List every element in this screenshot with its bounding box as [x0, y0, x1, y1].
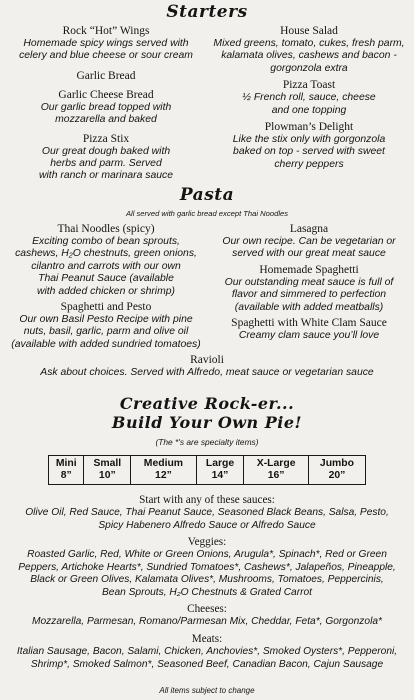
- item-name: Spaghetti and Pesto: [60, 301, 152, 314]
- size-cell: [308, 456, 365, 485]
- menu-item: [210, 223, 408, 261]
- item-desc: Ask about choices. Served with Alfredo, meat sauce or vegetarian sauce: [40, 367, 374, 378]
- section-heading: Meats:: [191, 633, 223, 645]
- size-inches: 12”: [155, 470, 172, 481]
- section-text: Bean Sprouts, H₂O Chestnuts & Grated Carrot: [102, 586, 312, 598]
- pasta-title: Pasta: [179, 185, 235, 205]
- menu-item: [8, 70, 204, 83]
- specialty-note: (The *'s are specialty items): [155, 437, 259, 447]
- item-desc: served with our great meat sauce: [232, 248, 386, 260]
- section-text: Olive Oil, Red Sauce, Thai Peanut Sauce, Seasoned Black Beans, Salsa, Pesto,: [25, 507, 389, 518]
- item-desc: Our own recipe. Can be vegetarian or: [222, 236, 396, 247]
- cheeses-section: [0, 603, 414, 629]
- pasta-left-column: [8, 223, 204, 351]
- item-desc: Like the stix only with gorgonzola: [232, 134, 386, 146]
- item-desc: and one topping: [271, 104, 347, 116]
- item-desc: herbs and parm. Served: [50, 158, 162, 170]
- item-name: Thai Noodles (spicy): [57, 223, 155, 235]
- item-name: Homemade Spaghetti: [259, 263, 359, 276]
- section-text: Italian Sausage, Bacon, Salami, Chicken, Anchovies*, Smoked Oysters*, Pepperoni,: [16, 646, 398, 657]
- menu-item: [8, 301, 204, 351]
- section-text: Peppers, Artichoke Hearts*, Sundried Tomatoes*, Cashews*, Jalapeños, Pineapple,: [18, 561, 396, 573]
- section-heading: Cheeses:: [187, 603, 227, 615]
- item-desc: Our own Basil Pesto Recipe with pine: [19, 314, 193, 326]
- item-desc: Homemade spicy wings served with: [23, 38, 189, 49]
- size-inches: 20”: [328, 470, 346, 481]
- item-desc: cashews, H₂O chestnuts, green onions,: [15, 248, 197, 260]
- meats-section: [0, 633, 414, 671]
- pie-title-line2: Build Your Own Pie!: [111, 413, 303, 432]
- sauces-section: [0, 494, 414, 532]
- size-cell: [196, 456, 244, 485]
- item-name: Lasagna: [289, 223, 329, 235]
- item-name: Plowman’s Delight: [264, 121, 354, 134]
- starters-right-column: [210, 25, 408, 171]
- item-desc: baked on top - served with sweet: [233, 146, 385, 158]
- item-desc: cilantro and carrots with our own: [31, 260, 181, 272]
- section-text: Mozzarella, Parmesan, Romano/Parmesan Mix, Cheddar, Feta*, Gorgonzola*: [32, 616, 382, 627]
- item-desc: celery and blue cheese or sour cream: [19, 50, 193, 62]
- item-desc: (available with added meatballs): [234, 301, 384, 313]
- size-cell: [131, 456, 197, 485]
- menu-item: [8, 89, 204, 127]
- menu-item: [210, 317, 408, 342]
- item-desc: with ranch or marinara sauce: [39, 170, 173, 182]
- item-desc: Thai Peanut Sauce (available: [38, 273, 174, 285]
- item-desc: (available with added sundried tomatoes): [11, 338, 201, 350]
- menu-item: [210, 25, 408, 75]
- menu-item: [8, 223, 204, 298]
- pasta-right-column: [210, 223, 408, 342]
- menu-item: [210, 264, 408, 314]
- item-desc: cherry peppers: [274, 158, 344, 170]
- item-name: Rock “Hot” Wings: [62, 25, 150, 37]
- size-name: Small: [93, 458, 122, 469]
- item-name: Pizza Stix: [82, 132, 130, 145]
- item-desc: Our outstanding meat sauce is full of: [224, 276, 394, 288]
- size-cell: [244, 456, 309, 485]
- size-cell: [49, 456, 84, 485]
- size-name: Large: [205, 458, 235, 469]
- item-desc: Mixed greens, tomato, cukes, fresh parm,: [213, 38, 405, 49]
- starters-left-column: [8, 25, 204, 183]
- item-desc: Our garlic bread topped with: [40, 101, 172, 113]
- item-desc: kalamata olives, cashews and bacon -: [221, 50, 397, 62]
- pizza-size-table: [48, 455, 366, 485]
- item-desc: mozzarella and baked: [55, 114, 157, 126]
- section-text: Spicy Habenero Alfredo Sauce or Alfredo Sauce: [98, 519, 316, 531]
- size-inches: 14”: [211, 470, 229, 481]
- menu-item: [8, 133, 204, 183]
- item-desc: Exciting combo of bean sprouts,: [32, 236, 180, 247]
- section-text: Black or Green Olives, Kalamata Olives*, Mushrooms, Tomatoes, Peppercinis,: [30, 574, 384, 586]
- veggies-section: [0, 536, 414, 599]
- item-name: Ravioli: [190, 354, 224, 366]
- item-name: Pizza Toast: [282, 79, 336, 92]
- section-text: Shrimp*, Smoked Salmon*, Seasoned Beef, Canadian Bacon, Cajun Sausage: [30, 658, 384, 670]
- item-desc: gorgonzola extra: [270, 62, 348, 74]
- pie-title-line1: Creative Rock-er...: [119, 394, 295, 413]
- item-desc: Creamy clam sauce you’ll love: [238, 330, 380, 342]
- size-inches: 10”: [98, 470, 116, 481]
- size-cell: [84, 456, 131, 485]
- menu-item: [210, 121, 408, 171]
- section-heading: Veggies:: [187, 536, 227, 548]
- pasta-note: All served with garlic bread except Thai Noodles: [125, 209, 289, 218]
- item-desc: with added chicken or shrimp): [36, 285, 176, 297]
- item-desc: flavor and simmered to perfection: [231, 289, 387, 301]
- menu-item: [210, 79, 408, 117]
- item-desc: ½ French roll, sauce, cheese: [242, 92, 376, 104]
- ravioli-item: [0, 354, 414, 379]
- section-heading: Start with any of these sauces:: [139, 494, 275, 506]
- item-name: Garlic Bread: [76, 69, 136, 82]
- size-inches: 16”: [267, 470, 285, 481]
- size-name: Jumbo: [319, 458, 354, 469]
- size-name: Mini: [55, 458, 77, 469]
- size-name: X-Large: [256, 458, 296, 469]
- item-name: House Salad: [280, 25, 338, 37]
- footer-note: All items subject to change: [159, 686, 255, 695]
- item-name: Garlic Cheese Bread: [58, 88, 154, 101]
- item-desc: nuts, basil, garlic, parm and olive oil: [23, 326, 189, 338]
- menu-item: [8, 25, 204, 63]
- section-text: Roasted Garlic, Red, White or Green Onions, Arugula*, Spinach*, Red or Green: [27, 549, 387, 560]
- table-row: [49, 456, 366, 485]
- size-name: Medium: [143, 458, 184, 469]
- item-desc: Our great dough baked with: [41, 145, 171, 157]
- size-inches: 8”: [60, 470, 72, 481]
- starters-title: Starters: [166, 2, 248, 22]
- item-name: Spaghetti with White Clam Sauce: [231, 317, 387, 330]
